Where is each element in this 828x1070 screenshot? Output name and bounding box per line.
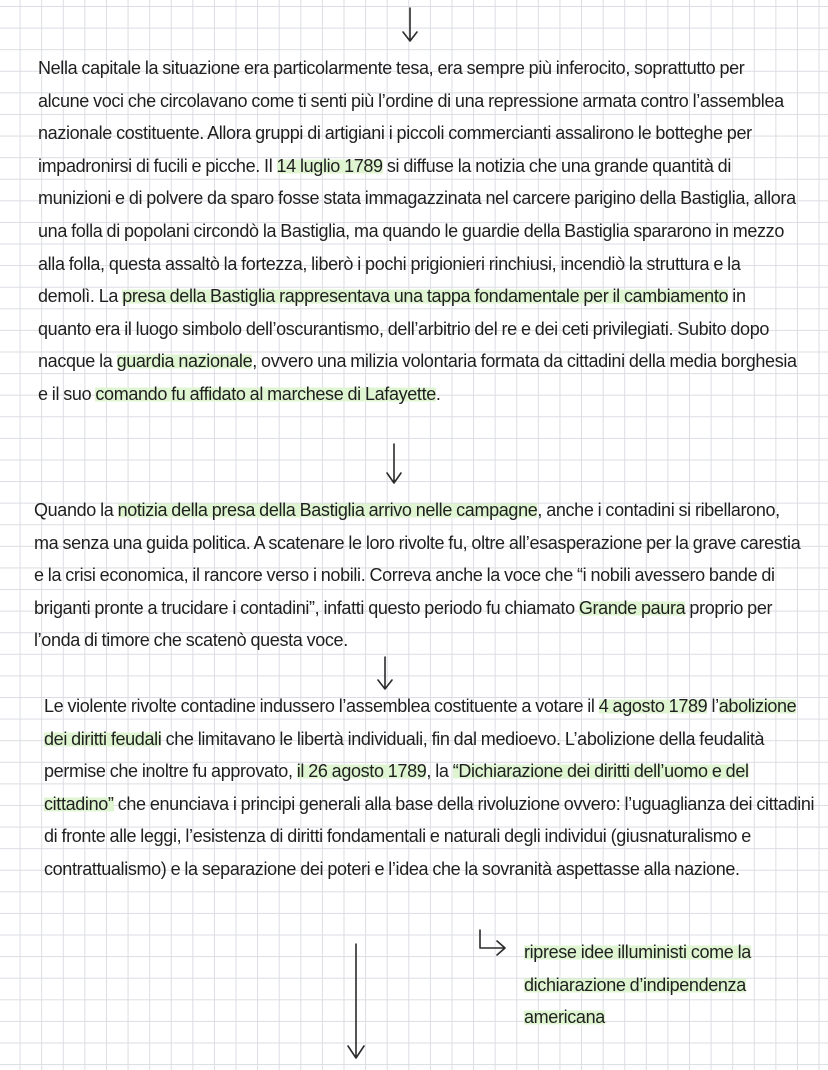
- arrow-down-icon: [382, 440, 406, 486]
- paragraph-abolizione-feudali: Le violente rivolte contadine indussero l’assemblea costituente a votare il 4 agosto 1789 l’abolizione dei diritti feudali che limitavano le libertà individuali, fin dal medioevo. L’abolizione della feudalità permise che inoltre fu approvato, il 26 agosto 1789, la “Dichiarazione dei diritti dell’uomo e del cittadino” che enunciava i principi generali alla base della rivoluzione ovvero: l’uguaglianza dei cittadini di fronte alle leggi, l’esistenza di diritti fondamentali e naturali degli individui (giusnaturalismo e contrattualismo) e la separazione dei poteri e l’idea che la sovranità aspettasse alla nazione.: [44, 696, 815, 879]
- highlight-4-agosto: 4 agosto 1789: [598, 696, 708, 716]
- highlight-dichiarazione-diritti: “Dichiarazione dei diritti dell’uomo e del cittadino”: [44, 761, 749, 814]
- highlight-lafayette: comando fu affidato al marchese di Lafayette: [95, 383, 436, 404]
- paragraph-grande-paura: Quando la notizia della presa della Bastiglia arrivo nelle campagne, anche i contadini si ribellarono, ma senza una guida politica. A scatenare le loro rivolte fu, oltre all’esasperazione per la grave carestia e la crisi economica, il rancore verso i nobili. Correva anche la voce che “i nobili avessero bande di briganti pronte a trucidare i contadini”, infatti questo periodo fu chiamato Grande paura proprio per l’onda di timore che scatenò questa voce.: [34, 500, 801, 651]
- arrow-down-icon: [373, 654, 397, 692]
- highlight-abolizione-diritti-feudali: abolizione dei diritti feudali: [44, 696, 797, 749]
- side-note-illuminismo: [524, 936, 794, 1034]
- highlight-presa-bastiglia: presa della Bastiglia rappresentava una tappa fondamentale per il cambiamento: [122, 286, 729, 307]
- highlight-guardia-nazionale: guardia nazionale: [116, 351, 253, 372]
- highlight-notizia-campagne: notizia della presa della Bastiglia arrivo nelle campagne: [117, 500, 538, 520]
- arrow-down-icon: [398, 4, 422, 44]
- paragraph-bastiglia: Nella capitale la situazione era particolarmente tesa, era sempre più inferocito, soprattutto per alcune voci che circolavano come ti senti più l’ordine di una repressione armata contro l’assemblea nazionale costituente. Allora gruppi di artigiani i piccoli commercianti assalirono le botteghe per impadronirsi di fucili e picche. Il 14 luglio 1789 si diffuse la notizia che una grande quantità di munizioni e di polvere da sparo fosse stata immagazzinata nel carcere parigino della Bastiglia, allora una folla di popolani circondò la Bastiglia, ma quando le guardie della Bastiglia spararono in mezzo alla folla, questa assaltò la fortezza, liberò i pochi prigionieri rinchiusi, incendiò la struttura e la demolì. La presa della Bastiglia rappresentava una tappa fondamentale per il cambiamento in quanto era il luogo simbolo dell’oscurantismo, dell’arbitrio del re e dei ceti privilegiati. Subito dopo nacque la guardia nazionale, ovvero una milizia volontaria formata da cittadini della media borghesia e il suo comando fu affidato al marchese di Lafayette.: [38, 58, 797, 404]
- highlight-idee-illuministi: riprese idee illuministi come la dichiarazione d’indipendenza americana: [524, 942, 751, 1028]
- arrow-turn-right-icon: [474, 926, 514, 956]
- highlight-26-agosto: il 26 agosto 1789: [296, 761, 427, 782]
- highlight-date-14-luglio: 14 luglio 1789: [276, 155, 383, 176]
- arrow-down-long-icon: [342, 940, 370, 1065]
- highlight-grande-paura: Grande paura: [578, 597, 686, 618]
